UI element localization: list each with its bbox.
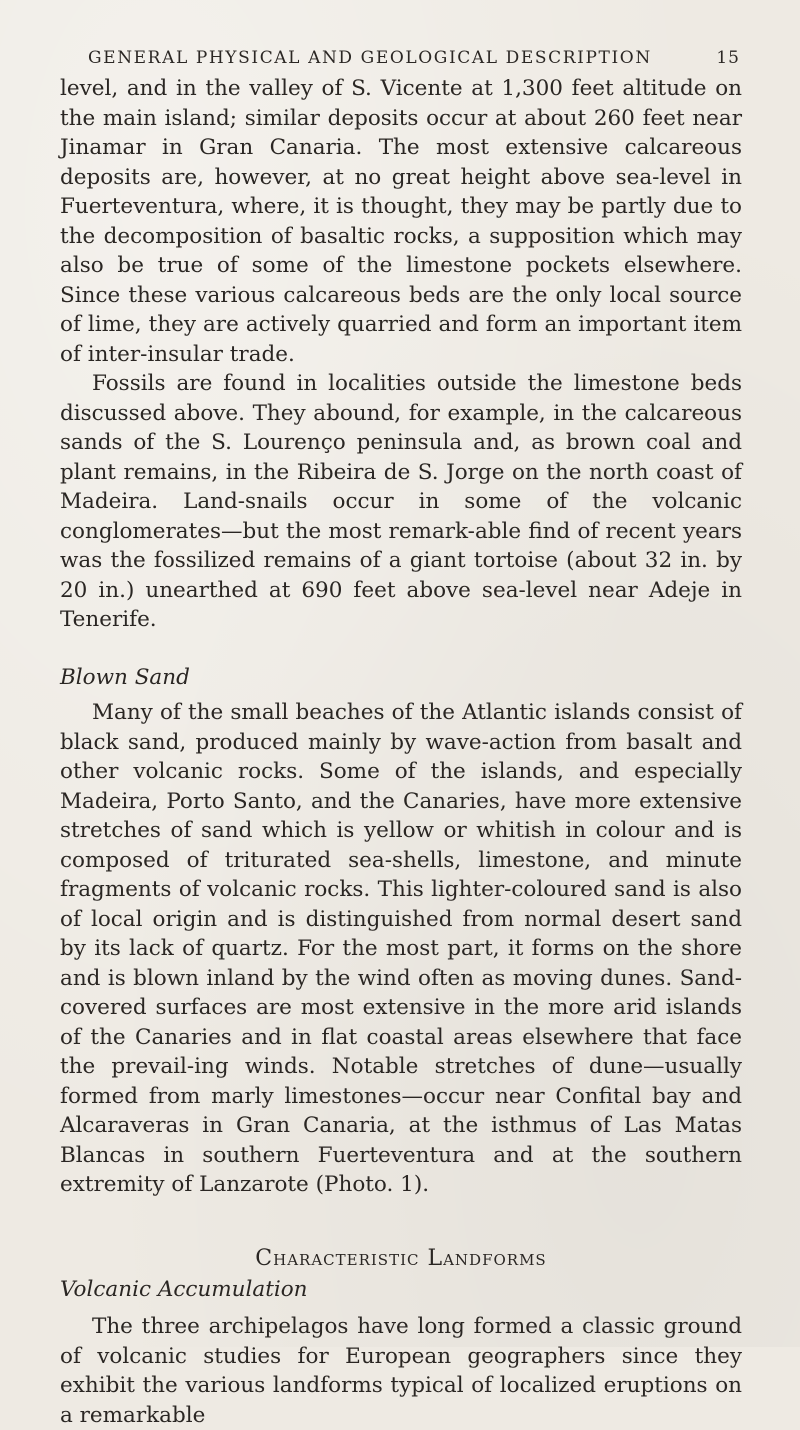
paragraph-calcareous-deposits: level, and in the valley of S. Vicente at 1,300 feet altitude on the main island; similar deposits occur at about 260 feet near Jinamar in Gran Canaria. The most extensive calcareous deposits are, however, at no great height above sea-level in Fuerteventura, where, it is thought, they may be partly due to the decomposition of basaltic rocks, a supposition which may also be true of some of the limestone pockets elsewhere. Since these various calcareous beds are the only local source of lime, they are actively quarried and form an important item of inter-insular trade. [60,76,742,367]
running-title: GENERAL PHYSICAL AND GEOLOGICAL DESCRIPTION [88,48,652,68]
paragraph-blown-sand: Many of the small beaches of the Atlantic islands consist of black sand, produced mainly by wave-action from basalt and other volcanic rocks. Some of the islands, and especially Madeira, Porto Santo, and the Canaries, have more extensive stretches of sand which is yellow or whitish in colour and is composed of triturated sea-shells, limestone, and minute fragments of volcanic rocks. This lighter-coloured sand is also of local origin and is distinguished from normal desert sand by its lack of quartz. For the most part, it forms on the shore and is blown inland by the wind often as moving dunes. Sand-covered surfaces are most extensive in the more arid islands of the Canaries and in flat coastal areas elsewhere that face the prevail-ing winds. Notable stretches of dune—usually formed from marly limestones—occur near Confital bay and Alcaraveras in Gran Canaria, at the isthmus of Las Matas Blancas in southern Fuerteventura and at the southern extremity of Lanzarote (Photo. 1). [60,700,742,1197]
section-heading-landforms: Characteristic Landforms [255,1245,547,1271]
subheading-blown-sand: Blown Sand [60,664,190,690]
running-head [60,48,742,68]
paragraph-volcanic-accumulation: The three archipelagos have long formed a classic ground of volcanic studies for European geographers since they exhibit the various landforms typical of localized eruptions on a remarkable [60,1314,742,1428]
page-number: 15 [716,48,740,68]
subheading-volcanic-accumulation: Volcanic Accumulation [60,1276,308,1302]
paragraph-fossils: Fossils are found in localities outside the limestone beds discussed above. They abound, for example, in the calcareous sands of the S. Lourenço peninsula and, as brown coal and plant remains, in the Ribeira de S. Jorge on the north coast of Madeira. Land-snails occur in some of the volcanic conglomerates—but the most remark-able find of recent years was the fossilized remains of a giant tortoise (about 32 in. by 20 in.) unearthed at 690 feet above sea-level near Adeje in Tenerife. [60,371,742,632]
